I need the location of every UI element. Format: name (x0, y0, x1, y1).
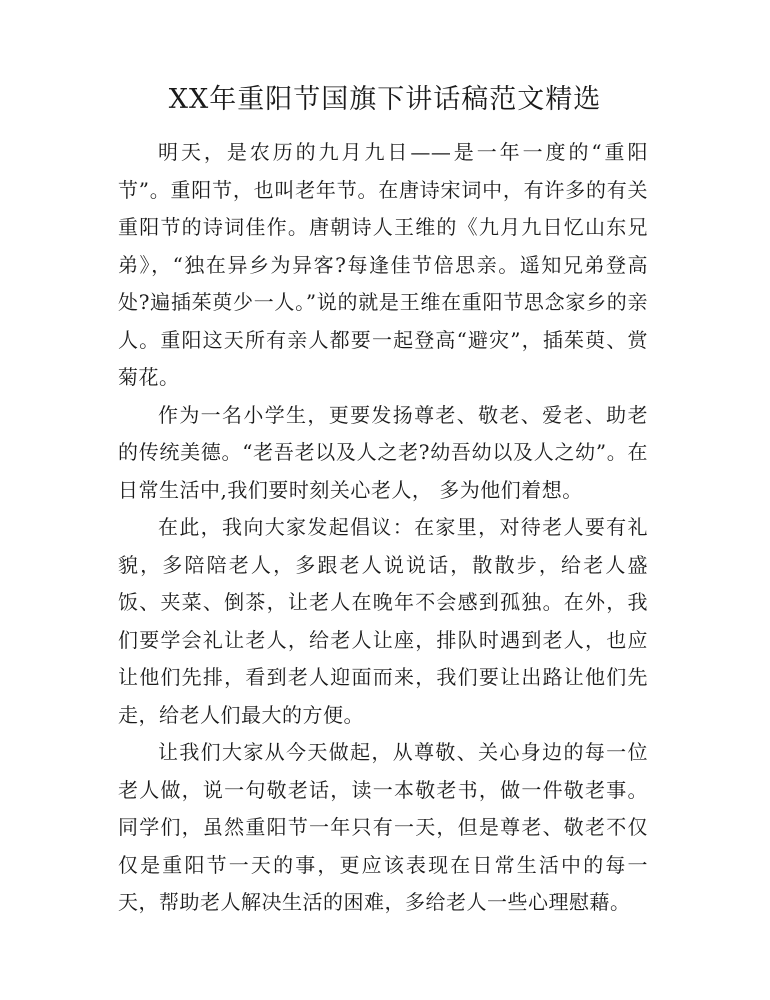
paragraph: 明天，是农历的九月九日——是一年一度的“重阳节”。重阳节，也叫老年节。在唐诗宋词中，有许多的有关重阳节的诗词佳作。唐朝诗人王维的《九月九日忆山东兄弟》，“独在异乡为异客?每逢佳节倍思亲。遥知兄弟登高处?遍插茱萸少一人。”说的就是王维在重阳节思念家乡的亲人。重阳这天所有亲人都要一起登高“避灾”，插茱萸、赏菊花。 (118, 140, 648, 389)
paragraph: 作为一名小学生，更要发扬尊老、敬老、爱老、助老的传统美德。“老吾老以及人之老?幼吾幼以及人之幼”。在日常生活中,我们要时刻关心老人， 多为他们着想。 (118, 402, 648, 502)
document-body (118, 134, 648, 922)
page-title: XX年重阳节国旗下讲话稿范文精选 (168, 84, 602, 115)
paragraph: 在此，我向大家发起倡议：在家里，对待老人要有礼貌，多陪陪老人，多跟老人说说话，散散步，给老人盛饭、夹菜、倒茶，让老人在晚年不会感到孤独。在外，我们要学会礼让老人，给老人让座，排队时遇到老人，也应让他们先排，看到老人迎面而来，我们要让出路让他们先走，给老人们最大的方便。 (118, 515, 648, 727)
paragraph: 让我们大家从今天做起，从尊敬、关心身边的每一位老人做，说一句敬老话，读一本敬老书，做一件敬老事。同学们，虽然重阳节一年只有一天，但是尊老、敬老不仅仅是重阳节一天的事，更应该表现在日常生活中的每一天，帮助老人解决生活的困难，多给老人一些心理慰藉。 (118, 740, 648, 914)
